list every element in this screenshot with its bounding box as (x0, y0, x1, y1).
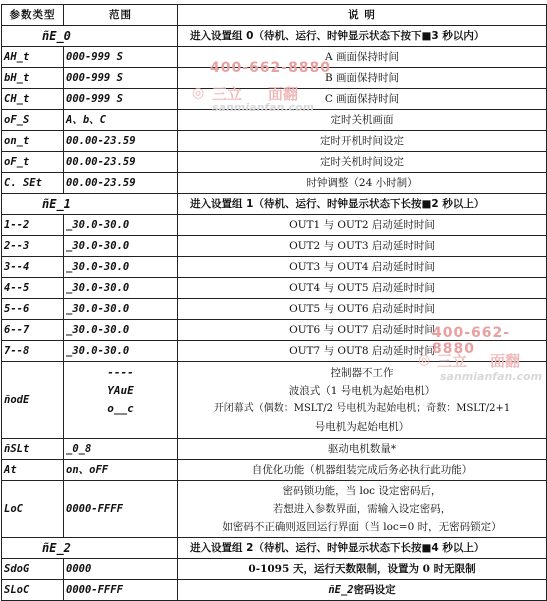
watermark-url: sanmianfan.com (212, 101, 315, 114)
mslt-row (2, 439, 547, 460)
mode-option-wave: YAuE (107, 384, 134, 397)
header-desc: 说 明 (178, 5, 547, 26)
param-range: _30.0-30.0 (64, 257, 178, 278)
param-desc: OUT1 与 OUT2 启动延时时间 (178, 215, 547, 236)
param-range: _30.0-30.0 (64, 341, 178, 362)
table-row (2, 131, 547, 152)
watermark-phone: 400-662-8880 (210, 60, 332, 76)
param-range: 000-999 S (64, 47, 178, 68)
param-desc: 定时关机时间设定 (178, 152, 547, 173)
param-desc: C 画面保持时间 (178, 89, 547, 110)
param-range: _30.0-30.0 (64, 320, 178, 341)
table-row (2, 110, 547, 131)
sloc-row (2, 580, 547, 601)
param-code: oF_t (2, 152, 64, 173)
parameter-table (1, 4, 547, 601)
table-row (2, 257, 547, 278)
watermark-brand: 三立 (212, 85, 243, 103)
param-range: _30.0-30.0 (64, 215, 178, 236)
param-range: _30.0-30.0 (64, 299, 178, 320)
table-row (2, 152, 547, 173)
param-code: At (2, 460, 64, 481)
group-desc-2: 进入设置组 2（待机、运行、时钟显示状态下长按■4 秒以上） (178, 538, 547, 559)
param-desc: OUT3 与 OUT4 启动延时时间 (178, 257, 547, 278)
watermark-brand-b: 面翻 (268, 85, 299, 103)
loc-range: 0000-FFFF (64, 481, 178, 538)
param-code: 6--7 (2, 320, 64, 341)
param-code: AH_t (2, 47, 64, 68)
param-range: on、oFF (64, 460, 178, 481)
param-desc: OUT6 与 OUT7 启动延时时间 (178, 320, 547, 341)
param-range: _30.0-30.0 (64, 236, 178, 257)
watermark-phone-2: 400-662-8880 (432, 325, 511, 357)
param-code: C. SEt (2, 173, 64, 194)
param-desc: 定时开机时间设定 (178, 131, 547, 152)
param-desc: 0-1095 天，运行天数限制，设置为 0 时无限制 (178, 559, 547, 580)
param-desc: OUT4 与 OUT5 启动延时时间 (178, 278, 547, 299)
param-desc: 驱动电机数量* (178, 439, 547, 460)
group-row-1 (2, 194, 547, 215)
param-code: ñSLt (2, 439, 64, 460)
param-range: _30.0-30.0 (64, 278, 178, 299)
param-desc: 定时关机画面 (178, 110, 547, 131)
table-row (2, 68, 547, 89)
at-row (2, 460, 547, 481)
mode-options (64, 362, 178, 439)
param-range: A、b、C (64, 110, 178, 131)
sdog-row (2, 559, 547, 580)
param-code: CH_t (2, 89, 64, 110)
param-code: oF_S (2, 110, 64, 131)
param-desc: B 画面保持时间 (178, 68, 547, 89)
mode-row (2, 362, 547, 439)
table-row (2, 341, 547, 362)
mode-option-curtain: o__c (107, 402, 134, 415)
param-range: 00.00-23.59 (64, 173, 178, 194)
loc-desc-1: 密码锁功能，当 loc 设定密码后， (282, 485, 442, 497)
param-code: bH_t (2, 68, 64, 89)
param-range: 00.00-23.59 (64, 131, 178, 152)
param-code: 7--8 (2, 341, 64, 362)
sloc-desc-text: 密码设定 (353, 583, 396, 596)
watermark-logo-icon-2: ◎ (418, 352, 431, 368)
group-code-0: ñE_0 (2, 26, 178, 47)
mode-desc (178, 362, 547, 439)
loc-desc (178, 481, 547, 538)
loc-desc-3: 如密码不正确则返回运行界面（当 loc=0 时，无密码锁定） (222, 521, 502, 533)
mode-code: ñodE (2, 362, 64, 439)
param-range: 0000 (64, 559, 178, 580)
param-desc: OUT7 与 OUT8 启动延时时间 (178, 341, 547, 362)
table-row (2, 215, 547, 236)
param-range: _0_8 (64, 439, 178, 460)
table-row (2, 89, 547, 110)
table-row (2, 236, 547, 257)
group-code-2: ñE_2 (2, 538, 178, 559)
param-desc (178, 580, 547, 601)
header-param: 参数类型 (2, 5, 64, 26)
mode-desc-4: 号电机为起始电机） (314, 421, 410, 433)
group-desc-1: 进入设置组 1（待机、运行、时钟显示状态下长按■2 秒以上） (178, 194, 547, 215)
param-range: 000-999 S (64, 68, 178, 89)
group-row-2 (2, 538, 547, 559)
param-range: 000-999 S (64, 89, 178, 110)
mode-desc-1: 控制器不工作 (330, 367, 394, 379)
param-code: SLoC (2, 580, 64, 601)
group-desc-0: 进入设置组 0（待机、运行、时钟显示状态下按下■3 秒以内） (178, 26, 547, 47)
table-row (2, 278, 547, 299)
param-desc: OUT5 与 OUT6 启动延时时间 (178, 299, 547, 320)
table-row (2, 320, 547, 341)
param-code: 1--2 (2, 215, 64, 236)
mode-option-off: ---- (107, 366, 134, 379)
table-row (2, 299, 547, 320)
param-code: 3--4 (2, 257, 64, 278)
param-desc: 时钟调整（24 小时制） (178, 173, 547, 194)
watermark-brand-2b: 面翻 (490, 352, 521, 370)
table-row (2, 47, 547, 68)
param-desc: 自优化功能（机器组装完成后务必执行此功能） (178, 460, 547, 481)
group-row-0 (2, 26, 547, 47)
table-row (2, 173, 547, 194)
param-code: 2--3 (2, 236, 64, 257)
loc-desc-2: 若想进入参数界面，需输入设定密码， (272, 503, 452, 515)
param-range: 00.00-23.59 (64, 152, 178, 173)
loc-code: LoC (2, 481, 64, 538)
watermark-url-2: sanmianfan.com (440, 370, 543, 383)
group-code-1: ñE_1 (2, 194, 178, 215)
param-code: on_t (2, 131, 64, 152)
watermark-brand-2: 三立 (437, 352, 468, 370)
param-range: 0000-FFFF (64, 580, 178, 601)
mode-desc-2: 波浪式（1 号电机为起始电机） (288, 385, 436, 397)
param-desc: A 画面保持时间 (178, 47, 547, 68)
param-code: 4--5 (2, 278, 64, 299)
param-code: 5--6 (2, 299, 64, 320)
param-code: SdoG (2, 559, 64, 580)
sloc-desc-code: ñE_2 (328, 583, 354, 596)
table-header-row (2, 5, 547, 26)
loc-row (2, 481, 547, 538)
header-range: 范围 (64, 5, 178, 26)
watermark-logo-icon: ◎ (192, 85, 205, 101)
param-desc: OUT2 与 OUT3 启动延时时间 (178, 236, 547, 257)
mode-desc-3: 开闭幕式（偶数：MSLT/2 号电机为起始电机；奇数：MSLT/2+1 (213, 403, 511, 414)
